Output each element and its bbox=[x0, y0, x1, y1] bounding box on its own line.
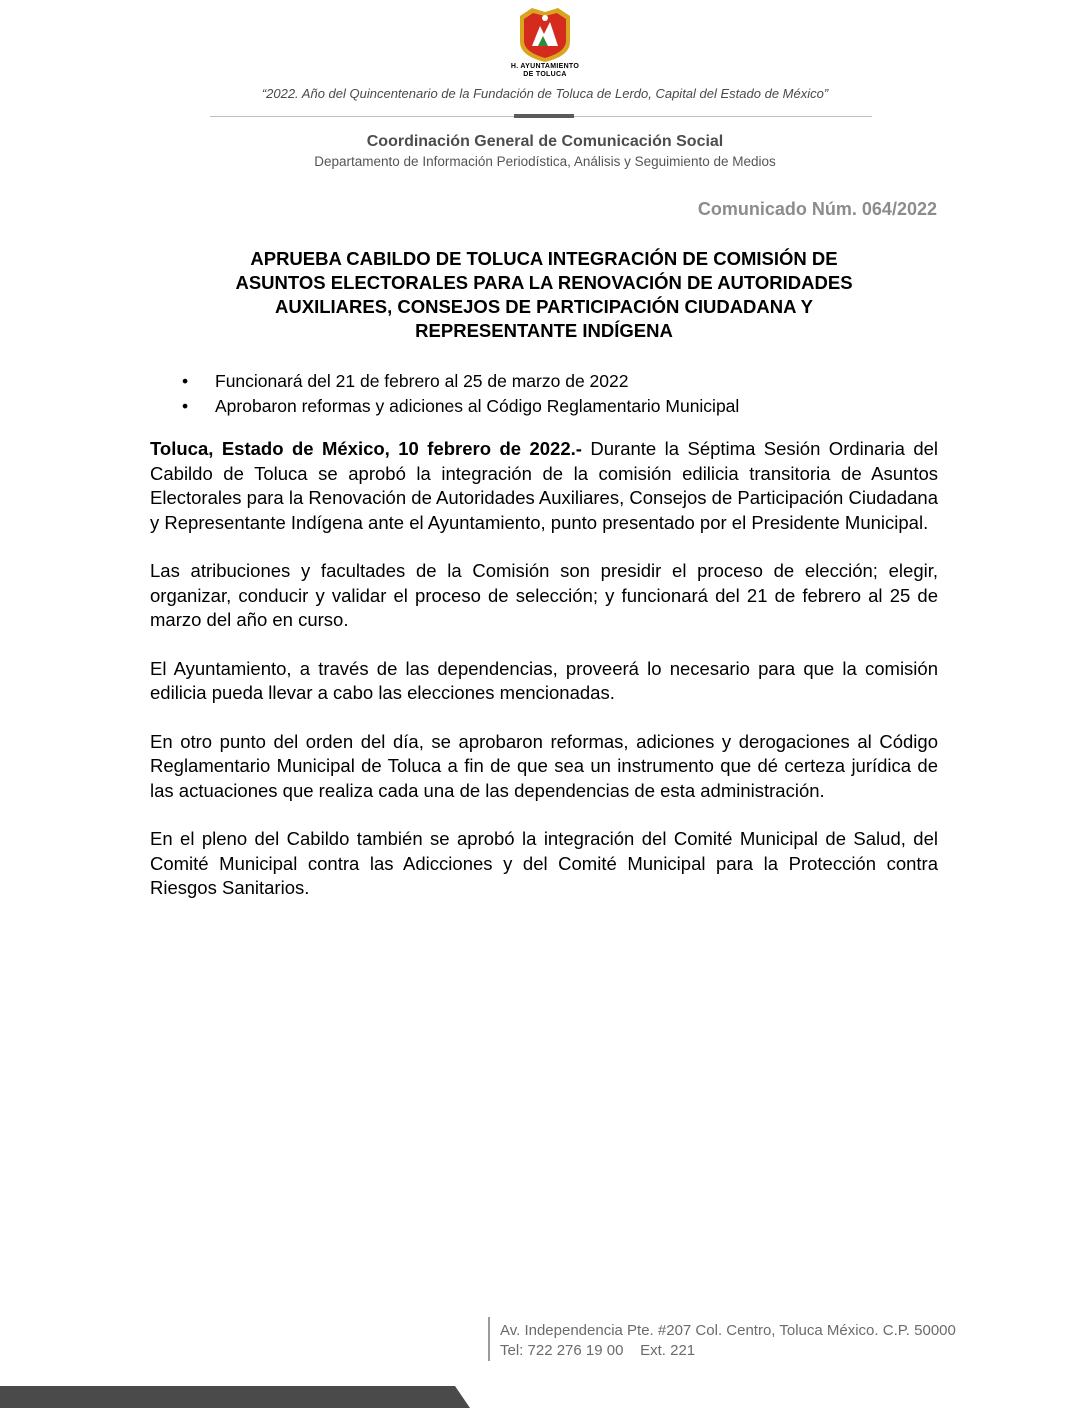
coordination-title: Coordinación General de Comunicación Social bbox=[366, 133, 724, 150]
department-title: Departamento de Información Periodística, Análisis y Seguimiento de Medios bbox=[314, 154, 776, 169]
communique-number: Comunicado Núm. 064/2022 bbox=[697, 199, 937, 219]
paragraph: En otro punto del orden del día, se aprobaron reformas, adiciones y derogaciones al Código Reglamentario Municipal de Toluca a fin de que sea un instrumento que dé certeza jurídica de las actuaciones que realiza cada una de las dependencias de esta administración. bbox=[150, 730, 938, 801]
paragraph: En el pleno del Cabildo también se aprobó la integración del Comité Municipal de Salud, del Comité Municipal contra las Adicciones y del Comité Municipal para la Protección contra Riesgos Sanitarios. bbox=[150, 828, 938, 898]
footer-band bbox=[0, 1386, 1088, 1408]
paragraph bbox=[150, 437, 938, 535]
organization-line2: DE TOLUCA bbox=[523, 71, 567, 78]
footer-contact bbox=[500, 1321, 956, 1361]
footer-divider bbox=[488, 1317, 490, 1361]
paragraph-text: Durante la Séptima Sesión Ordinaria del Cabildo de Toluca se aprobó la integración de la comisión edilicia transitoria de Asuntos Electorales para la Renovación de Autoridades Auxiliares, Consejos de Participación Ciudadana y Representante Indígena ante el Ayuntamiento, punto presentado por el Presidente Municipal. bbox=[150, 438, 939, 533]
slogan: “2022. Año del Quincentenario de la Fundación de Toluca de Lerdo, Capital del Estado de México” bbox=[261, 86, 829, 101]
footer-phone: Tel: 722 276 19 00 Ext. 221 bbox=[500, 1342, 696, 1359]
paragraph: El Ayuntamiento, a través de las dependencias, proveerá lo necesario para que la comisión edilicia pueda llevar a cabo las elecciones mencionadas. bbox=[150, 657, 938, 703]
headline-line: REPRESENTANTE INDÍGENA bbox=[415, 320, 673, 341]
dateline: Toluca, Estado de México, 10 febrero de 2022.- bbox=[150, 438, 582, 459]
organization-line1: H. AYUNTAMIENTO bbox=[510, 63, 580, 70]
paragraph: Las atribuciones y facultades de la Comisión son presidir el proceso de elección; elegir, organizar, conducir y validar el proceso de selección; y funcionará del 21 de febrero al 25 de marzo del año en curso. bbox=[150, 560, 938, 630]
list-item: • Aprobaron reformas y adiciones al Código Reglamentario Municipal bbox=[150, 394, 938, 419]
article-body bbox=[150, 437, 938, 925]
header-divider-mark bbox=[514, 114, 574, 118]
organization-name bbox=[490, 63, 600, 79]
list-item: • Funcionará del 21 de febrero al 25 de marzo de 2022 bbox=[150, 369, 938, 394]
footer-address: Av. Independencia Pte. #207 Col. Centro, Toluca México. C.P. 50000 bbox=[500, 1322, 956, 1339]
headline-line: APRUEBA CABILDO DE TOLUCA INTEGRACIÓN DE COMISIÓN DE bbox=[250, 248, 838, 269]
headline bbox=[150, 247, 938, 343]
highlights-list bbox=[150, 369, 938, 419]
headline-line: ASUNTOS ELECTORALES PARA LA RENOVACIÓN DE AUTORIDADES bbox=[235, 272, 853, 293]
headline-line: AUXILIARES, CONSEJOS DE PARTICIPACIÓN CIUDADANA Y bbox=[275, 296, 813, 317]
